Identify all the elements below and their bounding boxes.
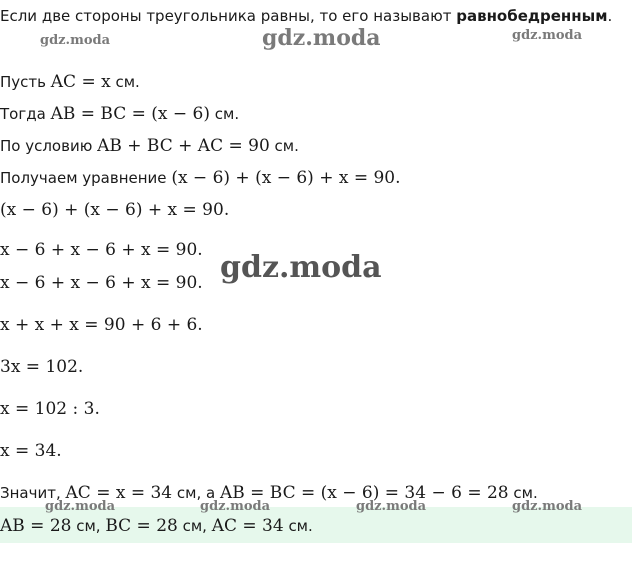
watermark: gdz.moda bbox=[45, 499, 116, 514]
solution-line bbox=[0, 399, 100, 419]
solution-line bbox=[0, 273, 203, 293]
solution-line bbox=[0, 240, 203, 260]
math: BC = 28 bbox=[105, 516, 178, 536]
math: AB = BC = (x − 6) = 34 − 6 = 28 bbox=[219, 483, 509, 503]
definition-line bbox=[0, 6, 612, 26]
math: x + x + x = 90 + 6 + 6. bbox=[0, 315, 203, 335]
watermark: gdz.moda bbox=[512, 28, 583, 43]
definition-text: Если две стороны треугольника равны, то его называют bbox=[0, 7, 457, 25]
definition-end: . bbox=[607, 7, 613, 25]
answer-line: AB = 28 см, BC = 28 см, AC = 34 см. bbox=[0, 516, 313, 536]
solution-line bbox=[0, 441, 62, 461]
solution-line: По условию AB + BC + AC = 90 см. bbox=[0, 136, 299, 156]
solution-line: Пусть AC = x см. bbox=[0, 72, 140, 92]
solution-line: Получаем уравнение (x − 6) + (x − 6) + x = 90. bbox=[0, 168, 401, 188]
watermark: gdz.moda bbox=[40, 33, 111, 48]
watermark: gdz.moda bbox=[512, 499, 583, 514]
solution-line: Тогда AB = BC = (x − 6) см. bbox=[0, 104, 240, 124]
math: x = 102 : 3. bbox=[0, 399, 100, 419]
math: x = 34. bbox=[0, 441, 62, 461]
math: (x − 6) + (x − 6) + x = 90. bbox=[171, 168, 401, 188]
math: AC = x bbox=[50, 72, 111, 92]
math: 3x = 102. bbox=[0, 357, 84, 377]
math: AB = 28 bbox=[0, 516, 72, 536]
watermark-large: gdz.moda bbox=[220, 250, 382, 285]
conclusion-line: Значит, AC = x = 34 см, а AB = BC = (x − 6) = 34 − 6 = 28 см. bbox=[0, 483, 538, 503]
watermark: gdz.moda bbox=[262, 25, 381, 51]
math: (x − 6) + (x − 6) + x = 90. bbox=[0, 200, 230, 220]
math: x − 6 + x − 6 + x = 90. bbox=[0, 273, 203, 293]
math: AC = x = 34 bbox=[65, 483, 173, 503]
math: AC = 34 bbox=[211, 516, 284, 536]
solution-line bbox=[0, 200, 229, 220]
watermark: gdz.moda bbox=[200, 499, 271, 514]
math: x − 6 + x − 6 + x = 90. bbox=[0, 240, 203, 260]
math: AB = BC = (x − 6) bbox=[50, 104, 210, 124]
definition-term: равнобедренным bbox=[456, 7, 608, 25]
solution-line bbox=[0, 357, 83, 377]
solution-line bbox=[0, 315, 203, 335]
watermark: gdz.moda bbox=[356, 499, 427, 514]
math: AB + BC + AC = 90 bbox=[97, 136, 270, 156]
